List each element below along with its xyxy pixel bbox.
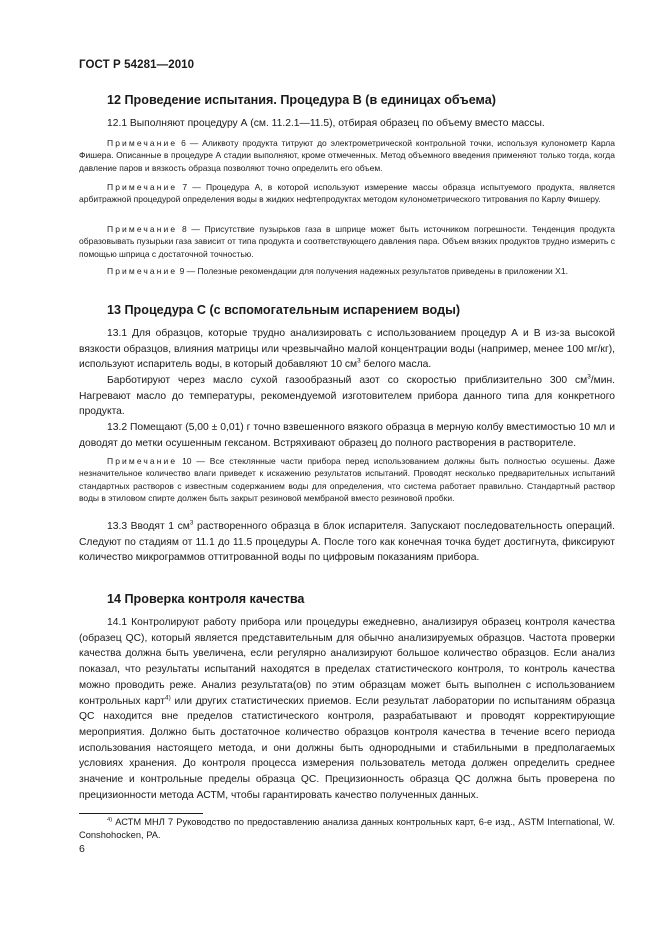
section-13-3-paragraph: [79, 519, 615, 566]
note-text: Присутствие пузырьков газа в шприце может быть источником погрешности. Тенденция продукта образовывать пузырьки газа зависит от типа продукта и соответствующего давления пара. Объем вязких продуктов трудно измерить с помощью шприца с достаточной точностью.: [79, 224, 615, 259]
note-text: Процедура А, в которой используют измерение массы образца испытуемого продукта, является арбитражной процедурой определения воды в жидких нефтепродуктах методом кулонометрического титрования по Карлу Фишеру.: [79, 182, 615, 205]
superscript: 3: [189, 519, 194, 527]
document-header: ГОСТ Р 54281—2010: [79, 59, 195, 71]
note-text: Аликвоту продукта титруют до электрометрической контрольной точки, используя кулонометр Карла Фишера. Описанные в процедуре А стадии выполняют, кроме отмеченных. Метод объемного введения применяют только тогда, когда давление паров и вязкость образца позволяют точно определить его объем.: [79, 138, 615, 173]
note-label: Примечание: [107, 138, 178, 148]
page-number: 6: [79, 843, 85, 855]
note-label: Примечание: [107, 456, 178, 466]
text-run: 13.1 Для образцов, которые трудно анализировать с использованием процедур А и В из-за высокой вязкости образцов, влияния матрицы или чрезвычайно малой концентрации воды (например, менее 100 мг/кг), используют испаритель воды, в который добавляют 10 см: [79, 328, 615, 371]
note-number: 10: [182, 456, 192, 466]
note-number: 6: [181, 138, 186, 148]
section-14-1-paragraph: [79, 615, 615, 803]
superscript: 3: [357, 357, 361, 365]
footnote-divider: [79, 813, 203, 814]
section-13-bubbling-paragraph: [79, 373, 615, 420]
section-14-heading: 14 Проверка контроля качества: [107, 592, 305, 606]
footnote-text: АСТМ МНЛ 7 Руководство по предоставлению анализа данных контрольных карт, 6-е изд., ASTM International, W. Conshohocken, PA.: [79, 817, 615, 840]
note-label: Примечание: [107, 266, 178, 276]
note-7: Примечание 7 — Процедура А, в которой используют измерение массы образца испытуемого продукта, является арбитражной процедурой определения воды в жидких нефтепродуктах методом кулонометрического титрования по Карлу Фишеру.: [79, 182, 615, 205]
section-13-2-paragraph: 13.2 Помещают (5,00 ± 0,01) г точно взвешенного вязкого образца в мерную колбу вместимостью 10 мл и доводят до метки осушенным гексаном. Встряхивают образец до полного растворения в растворителе.: [79, 422, 615, 449]
footnote: [79, 816, 615, 842]
section-12-1-paragraph: 12.1 Выполняют процедуру А (см. 11.2.1—11.5), отбирая образец по объему вместо массы.: [107, 118, 545, 129]
note-label: Примечание: [107, 224, 178, 234]
text-run: Барботируют через масло сухой газообразный азот со скоростью приблизительно 300 см: [107, 375, 588, 386]
section-13-heading: 13 Процедура С (с вспомогательным испарением воды): [107, 303, 461, 317]
note-10: Примечание 10 — Все стеклянные части прибора перед использованием должны быть полностью осушены. Даже незначительное количество влаги приведет к искажению результатов испытаний. Проводят несколько предварительных испытаний стандартных растворов с известным содержанием воды для определения, что система работает правильно. Стандартный раствор воды в этиловом спирте должен быть закрыт резиновой мембраной вместо резиновой пробки.: [79, 456, 615, 504]
text-run: белого масла.: [360, 359, 432, 371]
section-12-heading: 12 Проведение испытания. Процедура В (в единицах объема): [107, 93, 496, 107]
section-13-1-paragraph: [79, 326, 615, 373]
text-run: растворенного образца в блок испарителя. Запускают последовательность операций. Следуют по стадиям от 11.1 до 11.5 процедуры А. После того как конечная точка будет достигнута, фиксируют количество микрограммов оттитрованной воды по цифровым показаниям прибора.: [79, 521, 615, 564]
note-number: 8: [181, 224, 187, 234]
superscript: 3: [587, 373, 591, 381]
footnote-reference: 4): [165, 694, 171, 702]
note-6: Примечание 6 — Аликвоту продукта титруют до электрометрической контрольной точки, используя кулонометр Карла Фишера. Описанные в процедуре А стадии выполняют, кроме отмеченных. Метод объемного введения применяют только тогда, когда давление паров и вязкость образца позволяют точно определить его объем.: [79, 138, 615, 173]
text-run: 13.3 Вводят 1 см: [107, 521, 190, 532]
note-text: Полезные рекомендации для получения надежных результатов приведены в приложении Х1.: [197, 266, 568, 276]
footnote-marker: 4): [107, 816, 113, 823]
note-8: Примечание 8 — Присутствие пузырьков газа в шприце может быть источником погрешности. Тенденция продукта образовывать пузырьки газа зависит от типа продукта и соответствующего давления пара. Объем вязких продуктов трудно измерить с помощью шприца с достаточной точностью.: [79, 224, 615, 259]
note-text: Все стеклянные части прибора перед использованием должны быть полностью осушены. Даже незначительное количество влаги приведет к искажению результатов испытаний. Проводят несколько предварительных испытаний стандартных растворов с известным содержанием воды для определения, что система работает правильно. Стандартный раствор воды в этиловом спирте должен быть закрыт резиновой мембраной вместо резиновой пробки.: [79, 456, 615, 504]
note-9: Примечание 9 — Полезные рекомендации для получения надежных результатов приведены в приложении Х1.: [107, 266, 568, 276]
note-label: Примечание: [107, 182, 178, 192]
text-run: или других статистических приемов. Если результат лаборатории по испытаниям образца QC находится вне пределов статистического контроля, разрабатывают и проводят корректирующие мероприятия. Должно быть достаточное количество образцов контроля качества в течение всего периода использования настоящего метода, и они должны быть однородными и стабильными в предполагаемых условиях хранения. До контроля процесса измерения пользователь метода должен определить среднее значение и контрольные пределы образца QC. Прецизионность образца QC должна быть проверена по прецизионности метода АСТМ, чтобы гарантировать качество полученных данных.: [79, 695, 615, 801]
text-run: /мин. Нагревают масло до температуры, рекомендуемой изготовителем прибора данного типа для конкретного продукта.: [79, 375, 615, 418]
note-number: 9: [179, 266, 185, 276]
text-run: 14.1 Контролируют работу прибора или процедуры ежедневно, анализируя образец контроля качества (образец QC), который является представительным для обычно анализируемых образцов. Частота проверки качества должна быть увеличена, если регулярно анализируют большое количество образцов. Если анализ показал, что результаты испытаний находятся в пределах статистического контроля, то контроль качества можно проводить реже. Анализ результата(ов) по этим образцам может быть выполнен с использованием контрольных карт: [79, 617, 615, 707]
note-number: 7: [182, 182, 188, 192]
